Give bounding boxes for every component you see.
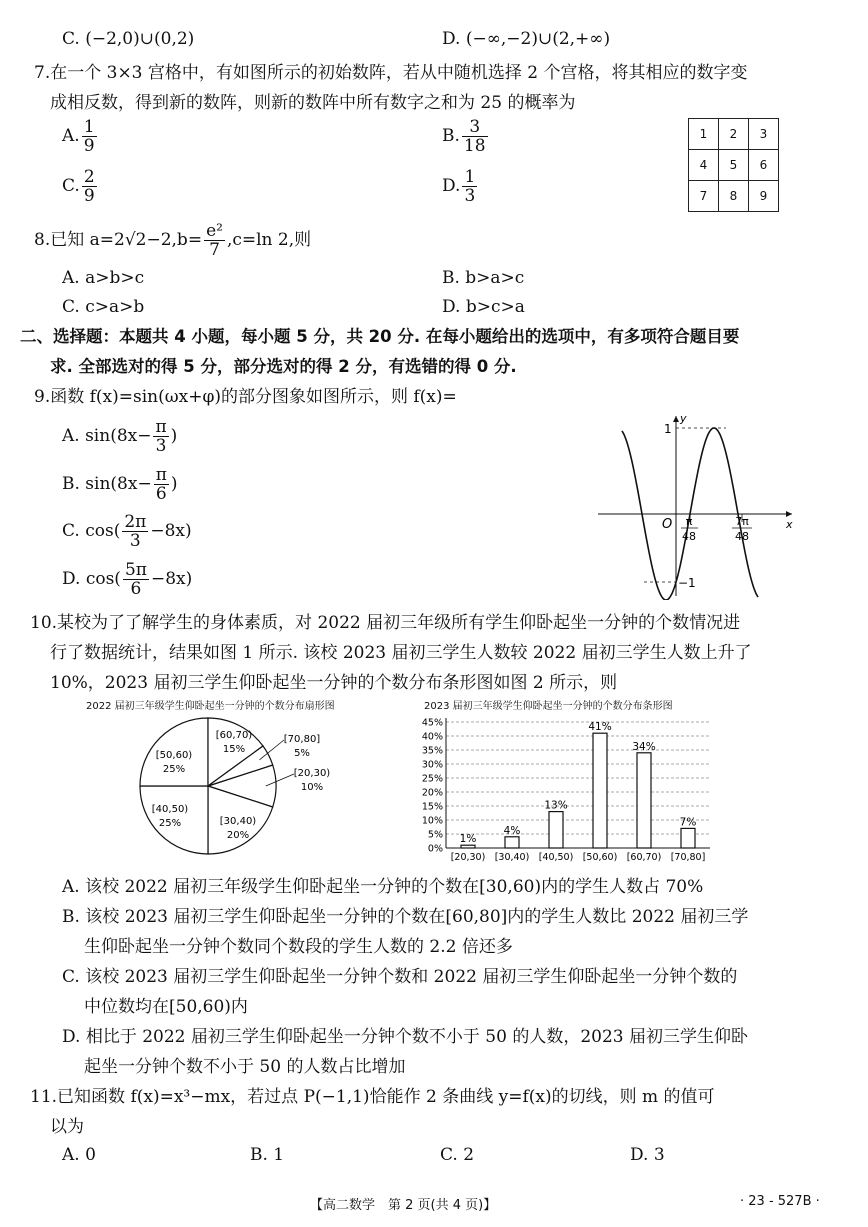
- y-one-label: 1: [664, 422, 672, 436]
- bar: [505, 837, 519, 848]
- sine-curve: [622, 428, 758, 600]
- y-tick-label: 25%: [421, 773, 443, 785]
- option-label: B.: [442, 126, 460, 146]
- grid-cell: 2: [719, 119, 749, 150]
- fraction: [462, 118, 488, 155]
- pie-slice-category-label: [20,30): [293, 768, 331, 779]
- q6-option-c: C. (−2,0)∪(0,2): [62, 29, 195, 49]
- q7-number-grid: [688, 118, 779, 212]
- numerator: e²: [206, 221, 223, 241]
- q11-option-d: D. 3: [630, 1145, 665, 1165]
- q8-option-d: D. b>c>a: [442, 297, 525, 317]
- bar: [637, 753, 651, 848]
- option-pre: C. cos(: [62, 521, 121, 541]
- pie-slice-category-label: [60,70): [215, 730, 253, 741]
- q8-option-a: A. a>b>c: [62, 268, 145, 288]
- tick2-denominator: 48: [735, 530, 749, 543]
- fraction: [82, 168, 97, 205]
- denominator: 18: [463, 136, 486, 156]
- fraction: [153, 418, 168, 455]
- fraction: [122, 513, 148, 550]
- q6-option-d: D. (−∞,−2)∪(2,+∞): [442, 29, 611, 49]
- option-post: −8x): [150, 569, 193, 589]
- section2-heading-line1: 二、选择题：本题共 4 小题，每小题 5 分，共 20 分. 在每小题给出的选项中，有多项符合题目要: [20, 327, 740, 346]
- q10-option-b-line2: 生仰卧起坐一分钟个数同个数段的学生人数的 2.2 倍还多: [84, 937, 513, 957]
- y-tick-label: 30%: [421, 759, 443, 771]
- numerator: 1: [464, 167, 476, 187]
- q10-stem-line1: 10.某校为了了解学生的身体素质，对 2022 届初三年级所有学生仰卧起坐一分钟的个数情况进: [30, 613, 741, 633]
- bar: [681, 828, 695, 848]
- fraction: [82, 118, 97, 155]
- bar-data-label: 1%: [459, 833, 477, 846]
- grid-cell: 3: [749, 119, 779, 150]
- q10-option-a: A. 该校 2022 届初三年级学生仰卧起坐一分钟的个数在[30,60)内的学生人数占 70%: [62, 877, 704, 897]
- tick1-denominator: 48: [682, 530, 696, 543]
- bar-data-label: 41%: [588, 721, 612, 734]
- q7-option-a: [62, 118, 99, 155]
- fraction: [154, 466, 169, 503]
- q8-option-b: B. b>a>c: [442, 268, 525, 288]
- numerator: 5π: [124, 560, 147, 580]
- pie-chart: [130, 712, 350, 862]
- y-axis-label: y: [680, 412, 687, 425]
- denominator: 6: [130, 579, 142, 599]
- option-label: A.: [62, 126, 80, 146]
- bar-chart-title: 2023 届初三年级学生仰卧起坐一分钟的个数分布条形图: [424, 701, 673, 712]
- x-tick-label: [40,50): [538, 852, 574, 863]
- fraction: [123, 561, 149, 598]
- q10-option-b-line1: B. 该校 2023 届初三学生仰卧起坐一分钟的个数在[60,80]内的学生人数比 2022 届初三学: [62, 907, 749, 927]
- numerator: π: [155, 465, 167, 485]
- q8-stem-post: ,c=ln 2,则: [226, 230, 312, 250]
- bar: [461, 845, 475, 848]
- q11-option-c: C. 2: [440, 1145, 475, 1165]
- q11-option-a: A. 0: [62, 1145, 96, 1165]
- grid-cell: 5: [719, 150, 749, 181]
- q9-option-d: [62, 561, 192, 598]
- footer-page-info: 【高二数学 第 2 页(共 4 页)】: [310, 1198, 497, 1213]
- q11-stem-line1: 11.已知函数 f(x)=x³−mx，若过点 P(−1,1)恰能作 2 条曲线 y=f(x)的切线，则 m 的值可: [30, 1087, 715, 1107]
- option-pre: A. sin(8x−: [62, 426, 152, 446]
- x-tick-label: [60,70): [626, 852, 662, 863]
- q7-option-b: [442, 118, 490, 155]
- denominator: 3: [464, 186, 476, 206]
- denominator: 7: [209, 240, 220, 260]
- pie-slice-percent-label: 20%: [226, 830, 250, 841]
- denominator: 3: [155, 436, 167, 456]
- pie-slice-category-label: [50,60): [155, 750, 193, 761]
- numerator: 2π: [124, 512, 147, 532]
- option-post: ): [170, 426, 178, 446]
- q8-stem: [34, 222, 311, 259]
- option-pre: D. cos(: [62, 569, 121, 589]
- q8-stem-pre: 8.已知 a=2√2−2,b=: [34, 230, 203, 250]
- q10-option-c-line1: C. 该校 2023 届初三学生仰卧起坐一分钟个数和 2022 届初三学生仰卧起坐一分钟个数的: [62, 967, 738, 987]
- q7-option-c: [62, 168, 99, 205]
- footer-code: · 23 - 527B ·: [740, 1194, 820, 1209]
- option-label: C.: [62, 176, 80, 196]
- numerator: 3: [462, 118, 488, 137]
- y-tick-label: 0%: [427, 843, 443, 855]
- bar-data-label: 4%: [503, 824, 521, 837]
- q9-stem: 9.函数 f(x)=sin(ωx+φ)的部分图象如图所示，则 f(x)=: [34, 387, 457, 407]
- q11-stem-line2: 以为: [50, 1117, 84, 1137]
- q8-option-c: C. c>a>b: [62, 297, 145, 317]
- y-tick-label: 15%: [421, 801, 443, 813]
- bar: [549, 812, 563, 848]
- bar-data-label: 34%: [632, 740, 656, 753]
- pie-slice-category-label: [40,50): [151, 804, 189, 815]
- x-tick-label: [70,80]: [670, 852, 706, 863]
- grid-cell: 1: [689, 119, 719, 150]
- x-axis-label: x: [786, 518, 793, 531]
- y-tick-label: 35%: [421, 745, 443, 757]
- grid-cell: 7: [689, 181, 719, 212]
- pie-slice-category-label: [70,80]: [283, 734, 321, 745]
- grid-cell: 9: [749, 181, 779, 212]
- q7-stem-line2: 成相反数，得到新的数阵，则新的数阵中所有数字之和为 25 的概率为: [50, 93, 576, 113]
- q9-option-b: [62, 466, 178, 503]
- denominator: 9: [83, 136, 95, 156]
- q11-option-b: B. 1: [250, 1145, 285, 1165]
- pie-slice-percent-label: 10%: [300, 782, 324, 793]
- numerator: 2: [83, 167, 95, 187]
- y-tick-label: 45%: [421, 717, 443, 729]
- y-neg-one-label: −1: [678, 576, 696, 590]
- q10-stem-line2: 行了数据统计，结果如图 1 所示. 该校 2023 届初三学生人数较 2022 届初三学生人数上升了: [50, 643, 752, 663]
- pie-slice-percent-label: 25%: [158, 818, 182, 829]
- pie-slice-percent-label: 5%: [294, 748, 310, 759]
- q7-stem-line1: 7.在一个 3×3 宫格中，有如图所示的初始数阵，若从中随机选择 2 个宫格，将其相应的数字变: [34, 63, 748, 83]
- bar-chart: [420, 712, 720, 868]
- pie-slice-category-label: [30,40): [219, 816, 257, 827]
- pie-chart-title: 2022 届初三年级学生仰卧起坐一分钟的个数分布扇形图: [86, 701, 335, 712]
- denominator: 3: [129, 531, 141, 551]
- grid-cell: 8: [719, 181, 749, 212]
- option-pre: B. sin(8x−: [62, 474, 152, 494]
- q10-option-c-line2: 中位数均在[50,60)内: [84, 997, 248, 1017]
- denominator: 9: [83, 186, 95, 206]
- bar: [593, 733, 607, 848]
- x-tick-label: [30,40): [494, 852, 530, 863]
- grid-cell: 4: [689, 150, 719, 181]
- q9-sine-graph: [592, 410, 802, 600]
- y-tick-label: 5%: [427, 829, 443, 841]
- bar-data-label: 13%: [544, 799, 568, 812]
- grid-cell: 6: [749, 150, 779, 181]
- q10-option-d-line1: D. 相比于 2022 届初三学生仰卧起坐一分钟个数不小于 50 的人数，2023 届初三学生仰卧: [62, 1027, 749, 1047]
- q10-option-d-line2: 起坐一分钟个数不小于 50 的人数占比增加: [84, 1057, 406, 1077]
- y-tick-label: 20%: [421, 787, 443, 799]
- fraction: [462, 168, 477, 205]
- section2-heading-line2: 求. 全部选对的得 5 分，部分选对的得 2 分，有选错的得 0 分.: [50, 357, 517, 376]
- y-tick-label: 40%: [421, 731, 443, 743]
- option-post: −8x): [150, 521, 192, 541]
- fraction: [204, 222, 225, 259]
- x-tick-label: [20,30): [450, 852, 486, 863]
- tick1-numerator: π: [685, 515, 693, 528]
- q7-option-d: [442, 168, 479, 205]
- option-label: D.: [442, 176, 461, 196]
- y-tick-label: 10%: [421, 815, 443, 827]
- q9-option-c: [62, 513, 192, 550]
- numerator: 1: [83, 117, 95, 137]
- q9-option-a: [62, 418, 177, 455]
- numerator: π: [155, 417, 167, 437]
- tick2-numerator: 7π: [735, 515, 749, 528]
- q10-stem-line3: 10%，2023 届初三学生仰卧起坐一分钟的个数分布条形图如图 2 所示，则: [50, 673, 618, 693]
- origin-label: O: [662, 517, 673, 532]
- pie-slice-percent-label: 15%: [222, 744, 246, 755]
- bar-data-label: 7%: [679, 816, 697, 829]
- denominator: 6: [155, 484, 167, 504]
- x-tick-label: [50,60): [582, 852, 618, 863]
- pie-slice-percent-label: 25%: [162, 764, 186, 775]
- option-post: ): [170, 474, 178, 494]
